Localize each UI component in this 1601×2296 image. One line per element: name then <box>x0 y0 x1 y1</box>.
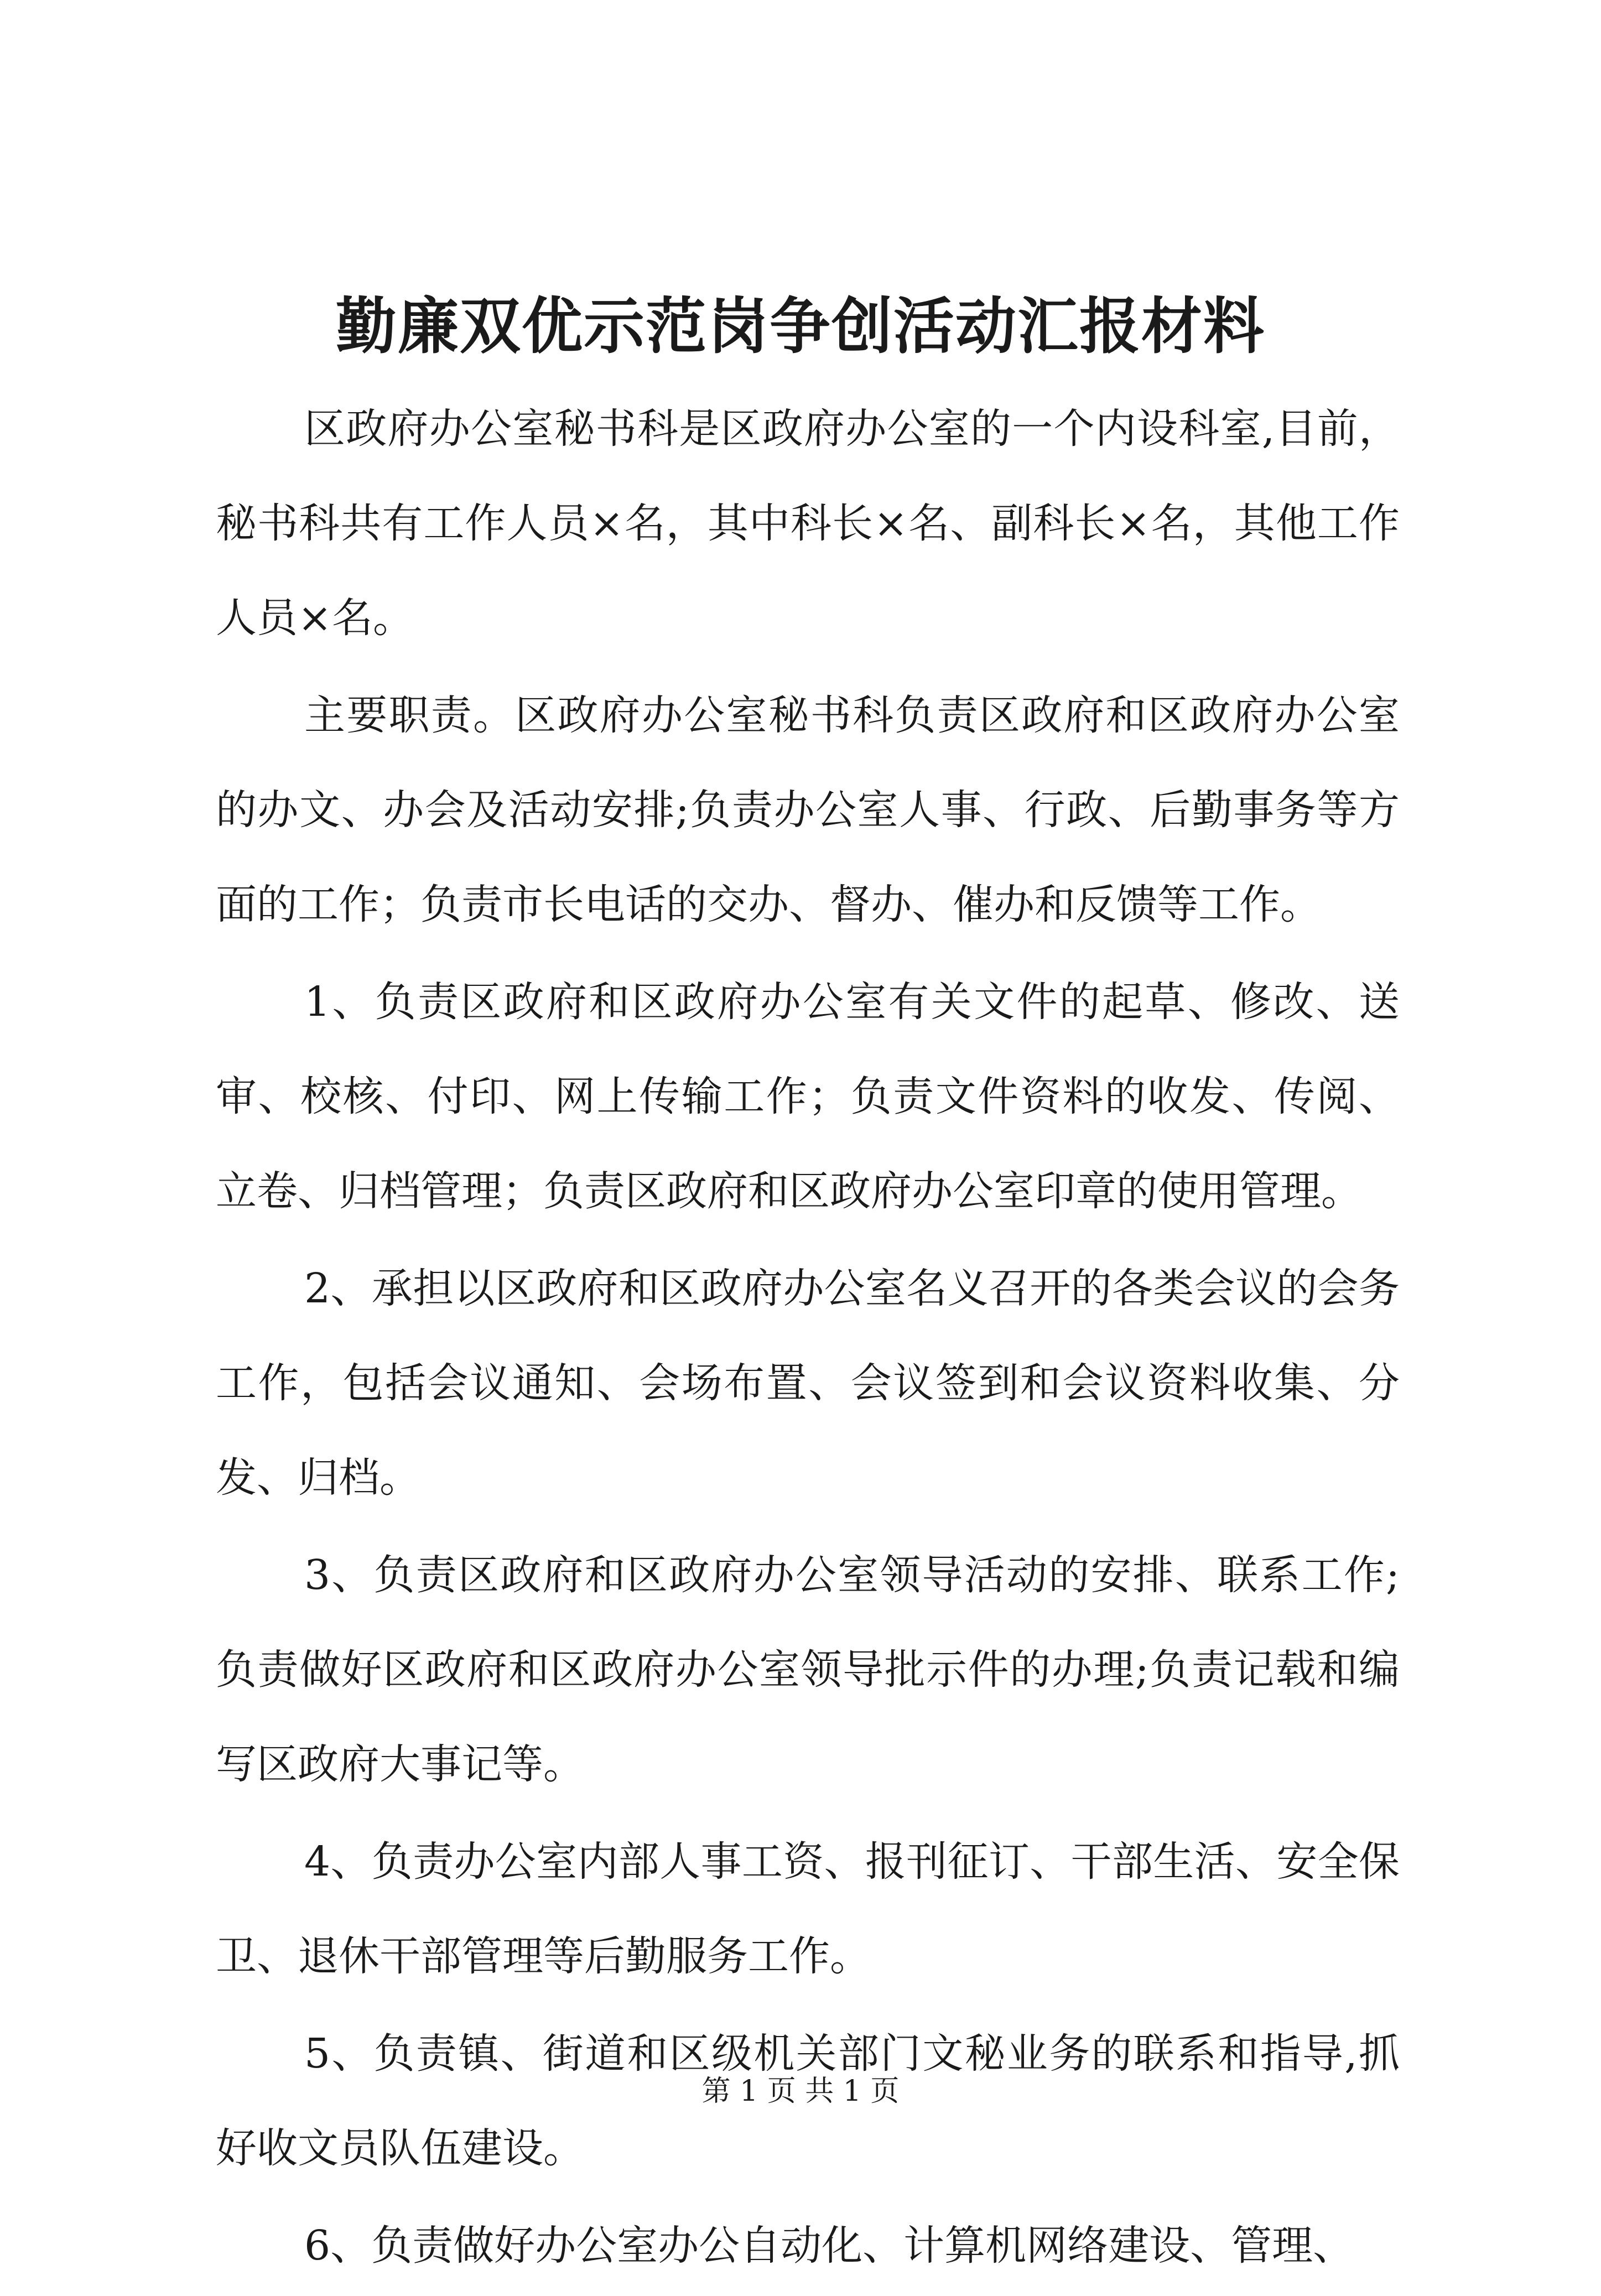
paragraph-duty-2: 2、承担以区政府和区政府办公室名义召开的各类会议的会务工作，包括会议通知、会场布置、会议签到和会议资料收集、分发、归档。 <box>216 1265 1400 1502</box>
document-title: 勤廉双优示范岗争创活动汇报材料 <box>336 290 1265 362</box>
paragraph-duty-5: 5、负责镇、街道和区级机关部门文秘业务的联系和指导,抓好收文员队伍建设。 <box>216 2030 1400 2172</box>
paragraph-duty-3: 3、负责区政府和区政府办公室领导活动的安排、联系工作;负责做好区政府和区政府办公室领导批示件的办理;负责记载和编写区政府大事记等。 <box>216 1551 1400 1788</box>
paragraph-duty-1: 1、负责区政府和区政府办公室有关文件的起草、修改、送审、校核、付印、网上传输工作；负责文件资料的收发、传阅、立卷、归档管理；负责区政府和区政府办公室印章的使用管理。 <box>216 978 1400 1215</box>
page-footer: 第 1 页 共 1 页 <box>701 2075 900 2108</box>
paragraph-main-duties: 主要职责。区政府办公室秘书科负责区政府和区政府办公室的办文、办会及活动安排;负责办公室人事、行政、后勤事务等方面的工作；负责市长电话的交办、督办、催办和反馈等工作。 <box>216 692 1400 928</box>
paragraph-duty-4: 4、负责办公室内部人事工资、报刊征订、干部生活、安全保卫、退休干部管理等后勤服务工作。 <box>216 1838 1400 1980</box>
paragraph-intro: 区政府办公室秘书科是区政府办公室的一个内设科室,目前，秘书科共有工作人员×名，其中科长×名、副科长×名，其他工作人员×名。 <box>216 405 1400 642</box>
document-body <box>216 382 1400 2296</box>
paragraph-duty-6: 6、负责做好办公室办公自动化、计算机网络建设、管理、 <box>304 2222 1354 2269</box>
